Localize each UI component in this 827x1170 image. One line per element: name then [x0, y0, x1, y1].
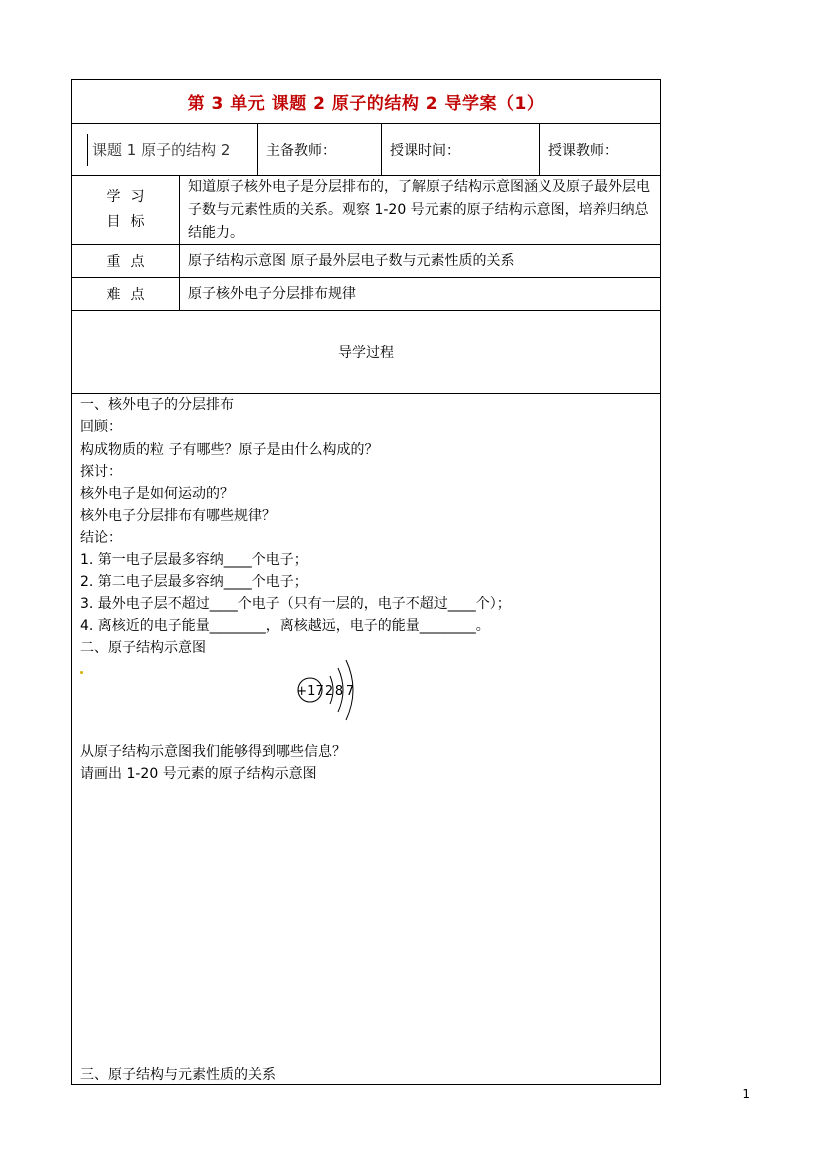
shell-electrons-2: 8 — [334, 684, 344, 699]
section-1-heading: 一、核外电子的分层排布 — [80, 397, 234, 413]
goal-row — [72, 176, 660, 245]
shell-electrons-1: 2 — [324, 684, 334, 699]
key-content-cell — [180, 245, 660, 277]
conclusion-2: 2. 第二电子层最多容纳____个电子； — [80, 574, 308, 590]
conclusion-label: 结论： — [80, 530, 122, 546]
review-label: 回顾： — [80, 419, 122, 435]
section-3-heading: 三、原子结构与元素性质的关系 — [80, 1067, 276, 1083]
difficulty-content-cell — [180, 278, 660, 310]
difficulty-text: 原子核外电子分层排布规律 — [188, 285, 356, 302]
page-number: 1 — [742, 1087, 750, 1101]
teacher-label: 授课教师： — [548, 142, 618, 159]
question-5: 请画出 1-20 号元素的原子结构示意图 — [80, 766, 317, 782]
class-time-cell — [382, 124, 540, 175]
section-2-heading: 二、原子结构示意图 — [80, 640, 206, 656]
guide-title: 导学过程 — [338, 345, 394, 361]
teacher-cell — [540, 124, 660, 175]
question-4: 从原子结构示意图我们能够得到哪些信息？ — [80, 744, 346, 760]
main-teacher-label: 主备教师： — [266, 142, 336, 159]
conclusion-3: 3. 最外电子层不超过____个电子（只有一层的，电子不超过____个）； — [80, 596, 511, 612]
nucleus-charge: +17 — [296, 684, 324, 699]
main-teacher-cell — [258, 124, 382, 175]
key-point-row — [72, 245, 660, 278]
difficulty-label-cell — [72, 278, 180, 310]
info-row — [72, 124, 660, 176]
key-point-text: 原子结构示意图 原子最外层电子数与元素性质的关系 — [188, 252, 515, 269]
question-2: 核外电子是如何运动的？ — [80, 486, 234, 502]
lesson-cell — [72, 124, 258, 175]
explore-label: 探讨： — [80, 464, 122, 480]
page-title: 第 3 单元 课题 2 原子的结构 2 导学案（1） — [187, 94, 545, 114]
conclusion-4: 4. 离核近的电子能量________，离核越远，电子的能量________。 — [80, 618, 490, 634]
dot-mark — [80, 671, 83, 674]
goal-label-1: 学习 — [106, 189, 155, 205]
title-row — [72, 80, 660, 124]
question-3: 核外电子分层排布有哪些规律？ — [80, 508, 276, 524]
lesson-name: 课题 1 原子的结构 2 — [92, 141, 231, 159]
goal-label-cell — [72, 176, 180, 244]
atom-structure-diagram — [294, 658, 366, 722]
guide-body — [72, 394, 660, 1084]
difficulty-label: 难点 — [106, 287, 155, 303]
goal-label-2: 目标 — [106, 214, 155, 230]
class-time-label: 授课时间： — [390, 142, 460, 159]
question-1: 构成物质的粒 子有哪些？原子是由什么构成的？ — [80, 442, 379, 458]
conclusion-1: 1. 第一电子层最多容纳____个电子； — [80, 552, 308, 568]
difficulty-row — [72, 278, 660, 311]
key-label-cell — [72, 245, 180, 277]
lesson-plan-table — [71, 79, 661, 1085]
guide-title-row — [72, 311, 660, 394]
shell-electrons-3: 7 — [345, 684, 355, 699]
key-point-label: 重点 — [106, 254, 155, 270]
goal-content-cell — [180, 176, 660, 244]
goal-text: 知道原子核外电子是分层排布的，了解原子结构示意图涵义及原子最外层电子数与元素性质的关系。观察 1-20 号元素的原子结构示意图，培养归纳总结能力。 — [188, 178, 650, 241]
